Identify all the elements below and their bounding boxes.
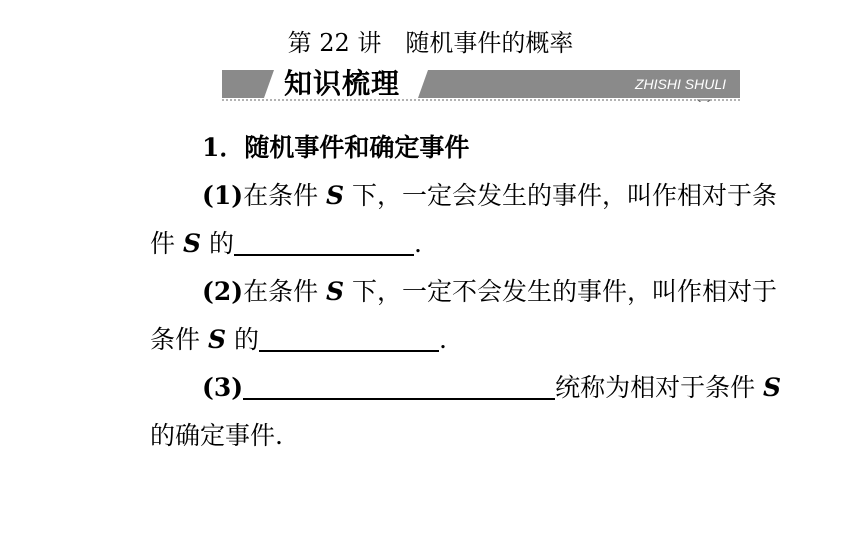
item-2-var: S <box>326 277 345 306</box>
section-heading: 1．随机事件和确定事件 <box>202 133 470 162</box>
item-2-var-2: S <box>207 325 227 354</box>
item-2-text-a: 在条件 <box>243 277 327 306</box>
banner-pinyin: ZHISHI SHULI <box>634 76 726 92</box>
content-body <box>150 124 800 460</box>
item-1-line-1 <box>150 172 800 220</box>
item-3-var: S <box>763 373 782 402</box>
item-2-line-2 <box>150 316 800 364</box>
section-banner <box>222 66 740 102</box>
item-1-text-a: 在条件 <box>243 181 327 210</box>
page-title: 第 22 讲 随机事件的概率 <box>287 29 574 57</box>
item-2-line-1 <box>150 268 800 316</box>
item-2-text-b: 下，一定不会发生的事件，叫作相对于 <box>344 277 778 306</box>
item-3-text-b: 统称为相对于条件 <box>555 373 764 402</box>
item-3-line-2 <box>150 412 800 460</box>
item-1-var-2: S <box>182 229 202 258</box>
item-3-line-1 <box>150 364 800 412</box>
item-3-blank <box>243 368 555 400</box>
item-3-text-c: 的确定事件. <box>150 421 283 450</box>
item-1-blank <box>234 224 414 256</box>
item-2-blank <box>259 320 439 352</box>
item-1-end: . <box>413 229 422 258</box>
item-1-text-b: 下，一定会发生的事件，叫作相对于条 <box>344 181 778 210</box>
item-2-end: . <box>438 325 447 354</box>
item-3-number: (3) <box>202 373 244 402</box>
item-2-text-d: 的 <box>226 325 259 354</box>
item-1-text-d: 的 <box>201 229 234 258</box>
item-2-number: (2) <box>202 277 244 306</box>
item-1-number: (1) <box>202 181 244 210</box>
item-1-var: S <box>326 181 345 210</box>
item-1-line-2 <box>150 220 800 268</box>
item-1-text-c: 件 <box>150 229 183 258</box>
banner-label: 知识梳理 <box>284 67 401 100</box>
item-2-text-c: 条件 <box>150 325 208 354</box>
